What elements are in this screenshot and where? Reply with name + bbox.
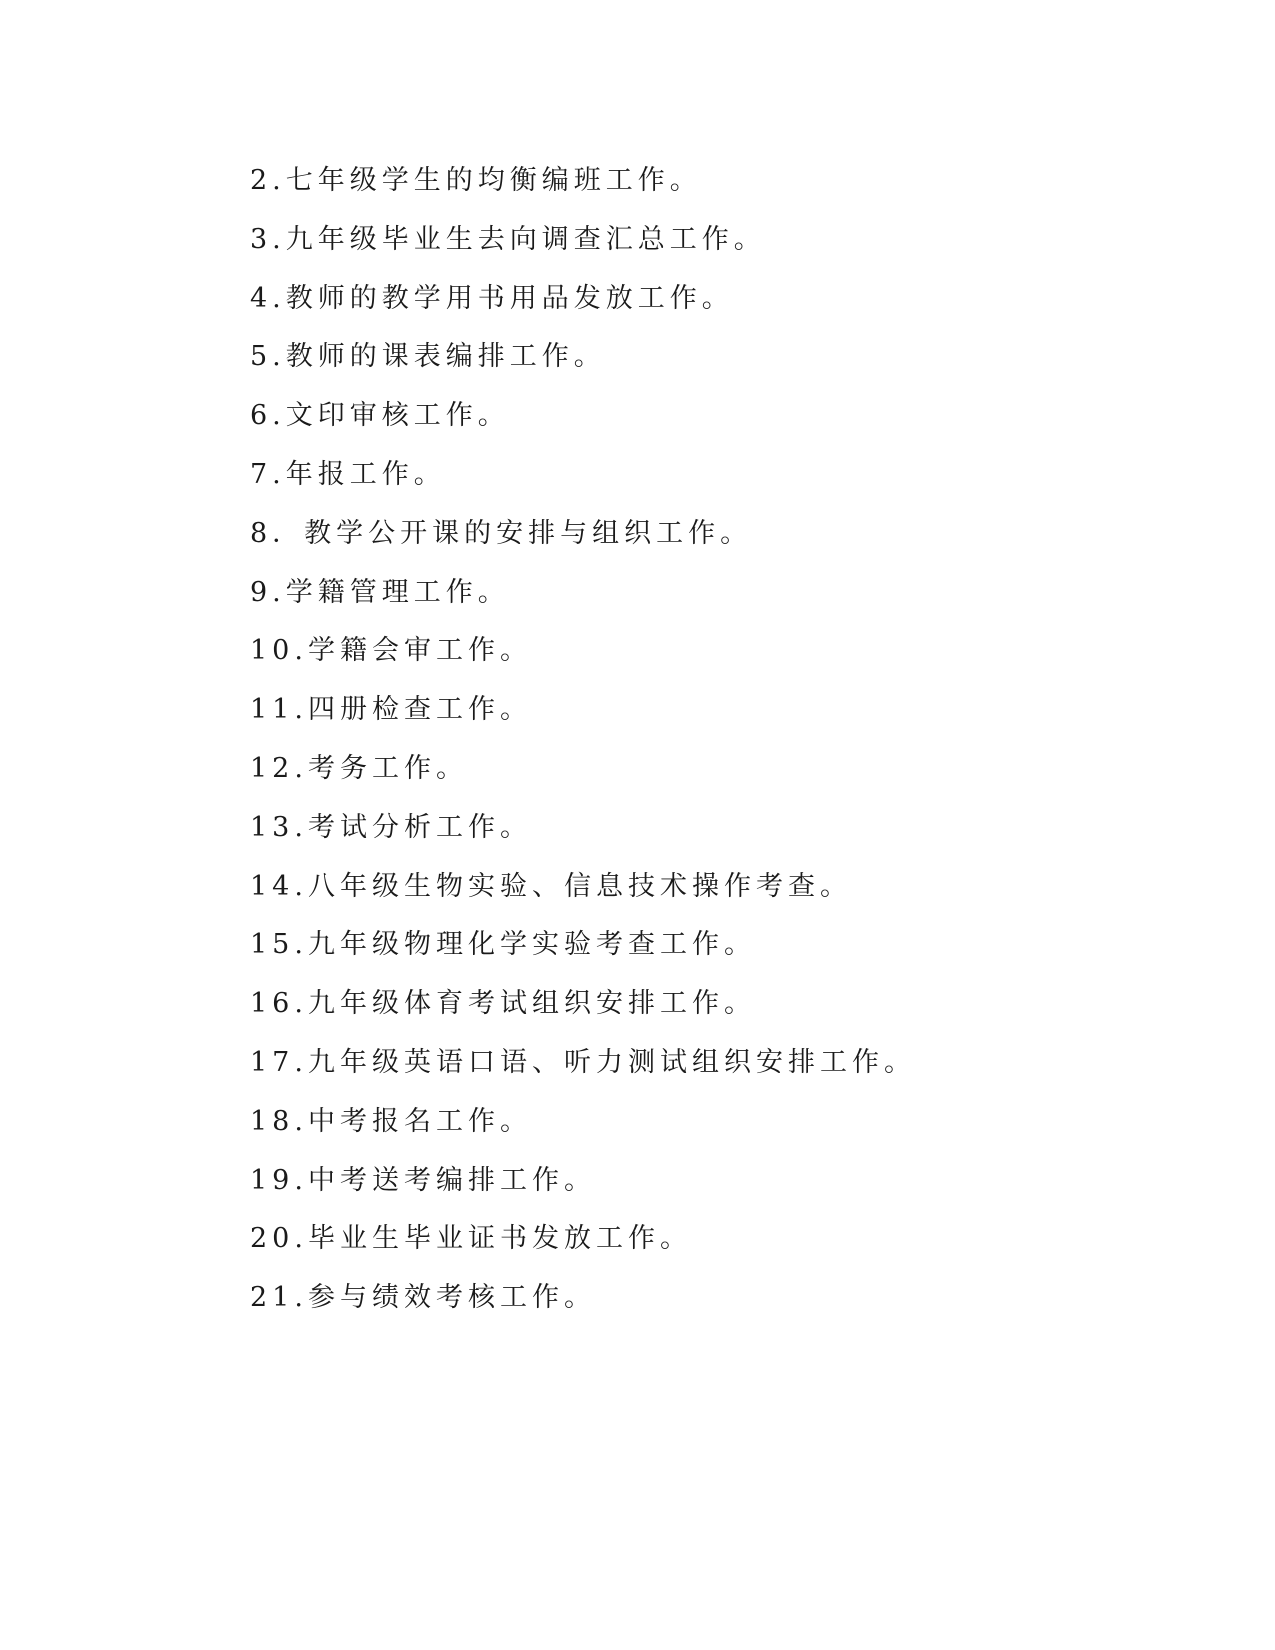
list-item: 16.九年级体育考试组织安排工作。 — [250, 988, 756, 1020]
list-item: 9.学籍管理工作。 — [250, 576, 510, 608]
list-item: 20.毕业生毕业证书发放工作。 — [250, 1223, 692, 1255]
task-list — [250, 160, 1150, 1336]
list-item: 2.七年级学生的均衡编班工作。 — [250, 165, 702, 196]
list-item: 15.九年级物理化学实验考查工作。 — [250, 929, 756, 961]
list-item: 19.中考送考编排工作。 — [250, 1164, 596, 1196]
list-item: 17.九年级英语口语、听力测试组织安排工作。 — [250, 1046, 916, 1078]
list-item: 10.学籍会审工作。 — [250, 635, 532, 667]
list-item: 5.教师的课表编排工作。 — [250, 341, 606, 373]
list-item: 6.文印审核工作。 — [250, 400, 510, 432]
list-item: 21.参与绩效考核工作。 — [250, 1282, 596, 1314]
list-item: 4.教师的教学用书用品发放工作。 — [250, 282, 734, 314]
list-item: 11.四册检查工作。 — [250, 694, 532, 726]
list-item: 8．教学公开课的安排与组织工作。 — [250, 517, 753, 549]
list-item: 3.九年级毕业生去向调查汇总工作。 — [250, 223, 766, 255]
list-item: 13.考试分析工作。 — [250, 811, 532, 843]
list-item: 14.八年级生物实验、信息技术操作考查。 — [250, 870, 852, 902]
list-item: 18.中考报名工作。 — [250, 1105, 532, 1137]
list-item: 12.考务工作。 — [250, 752, 468, 784]
list-item: 7.年报工作。 — [250, 458, 446, 490]
